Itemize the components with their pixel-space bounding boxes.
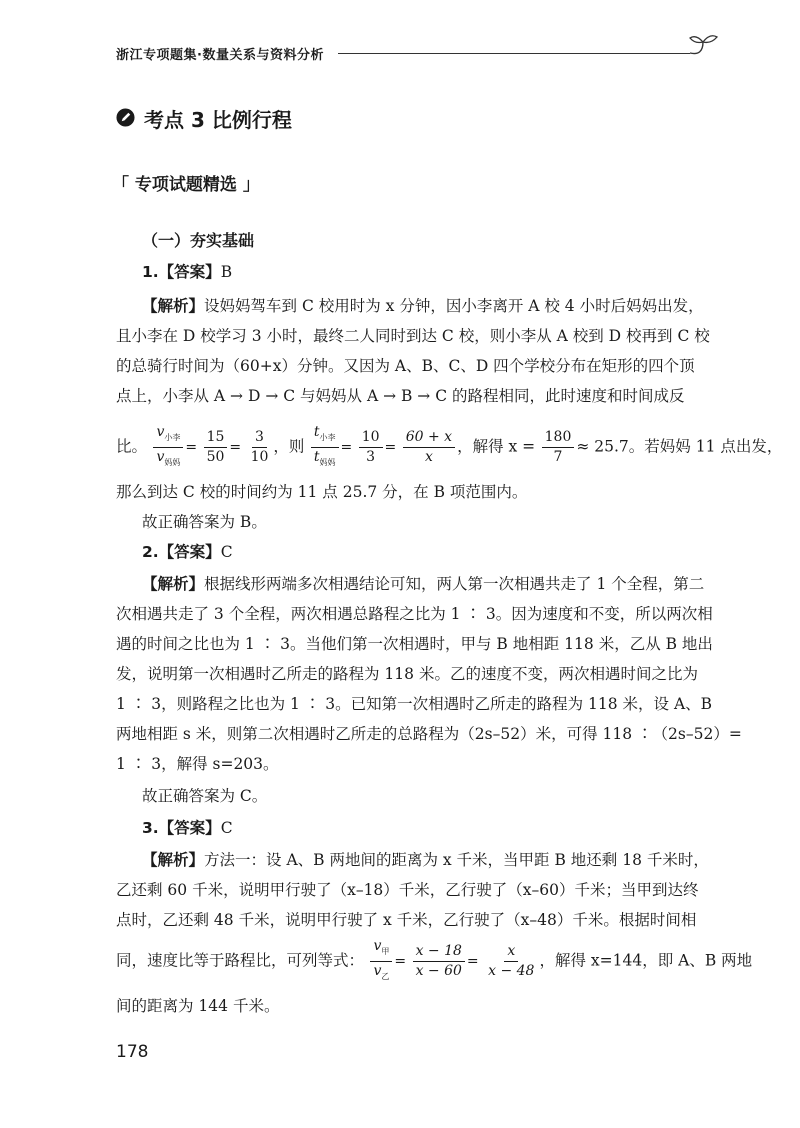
q1-approx: ≈ 25.7。若妈妈 11 点出发， — [576, 437, 783, 456]
fraction-x-x48 — [485, 943, 537, 980]
q1-analysis-l6: 那么到达 C 校的时间约为 11 点 25.7 分，在 B 项范围内。 — [116, 483, 528, 501]
q1-solve: ，解得 x = — [457, 437, 536, 456]
fraction-10-3 — [359, 429, 383, 466]
velocity-ratio — [153, 424, 183, 471]
v-num-sub: 小李 — [164, 432, 181, 442]
frac-num: 3 — [252, 429, 267, 448]
frac-den: x − 48 — [488, 962, 535, 979]
t-den: t — [313, 448, 320, 465]
frac-den: 10 — [250, 448, 269, 465]
q1-analysis-l1 — [142, 296, 704, 316]
q1-formula-line: 比。 $\frac{v_{小李}}{v_{妈妈}}$ = $\frac{15}{50}$ = $\frac{3}{10}$ ，则 $\frac{t_{小李}}{t_{妈妈}}$ = $\frac{10}{3}$ = $\frac{60 + x}{x}$ ，解得 x = $\frac{180}{7}$ ≈ 25.7。若妈妈 11 点出发， — [116, 424, 782, 471]
q3-tail: ，解得 x=144，即 A、B 两地 — [539, 951, 753, 970]
q3-analysis-l2: 乙还剩 60 千米，说明甲行驶了（x–18）千米，乙行驶了（x–60）千米；当甲到达终 — [116, 881, 699, 899]
q2-conclusion: 故正确答案为 C。 — [142, 787, 268, 805]
frac-num: 10 — [359, 429, 383, 448]
v-num: v — [373, 938, 382, 954]
q1-then: ，则 — [273, 437, 305, 456]
q1-formula-lead: 比。 — [116, 437, 148, 456]
v-num-sub: 甲 — [381, 946, 390, 956]
q3-answer-line — [142, 818, 233, 838]
q2-analysis-l1 — [142, 574, 704, 594]
q1-analysis-l4: 点上，小李从 A → D → C 与妈妈从 A → B → C 的路程相同，此时速度和时间成反 — [116, 387, 685, 405]
q3-analysis-l3: 点时，乙还剩 48 千米，说明甲行驶了 x 千米，乙行驶了（x–48）千米。根据时间相 — [116, 911, 697, 929]
fraction-x18-x60 — [413, 943, 465, 980]
frac-den: x − 60 — [415, 962, 462, 979]
v-num: v — [156, 424, 165, 440]
q3-analysis-l1 — [142, 850, 709, 870]
t-num-sub: 小李 — [319, 432, 336, 442]
t-den-sub: 妈妈 — [319, 457, 336, 467]
book-title: 浙江专项题集·数量关系与资料分析 — [116, 48, 324, 63]
q2-analysis-l5: 1 ∶ 3，则路程之比也为 1 ∶ 3。已知第一次相遇时乙所走的路程为 118 米，设 A、B — [116, 695, 713, 713]
frac-den: 3 — [366, 448, 376, 465]
q2-answer: C — [220, 543, 233, 561]
fraction-3-10 — [248, 429, 272, 466]
q1-analysis-l3: 的总骑行时间为（60+x）分钟。又因为 A、B、C、D 四个学校分布在矩形的四个顶 — [116, 357, 695, 375]
q3-analysis-label: 【解析】 — [142, 851, 205, 869]
frac-num: 60 + x — [405, 428, 453, 445]
frac-den: 7 — [553, 448, 563, 465]
q3-analysis-l5: 间的距离为 144 千米。 — [116, 997, 280, 1015]
q2-analysis-l6: 两地相距 s 米，则第二次相遇时乙所走的总路程为（2s–52）米，可得 118 ∶（2s–52）= — [116, 725, 742, 743]
velocity-ratio-jia-yi — [370, 938, 392, 985]
fraction-180-7 — [542, 429, 575, 466]
frac-den: 50 — [206, 448, 225, 465]
t-num: t — [313, 424, 320, 440]
q2-answer-line — [142, 542, 233, 562]
q1-answer-line — [142, 262, 232, 282]
q2-analysis-l4: 发，说明第一次相遇时乙所走的路程为 118 米。乙的速度不变，两次相遇时间之比为 — [116, 665, 698, 683]
subsection-title: （一）夯实基础 — [142, 231, 255, 250]
v-den-sub: 妈妈 — [164, 457, 181, 467]
page-number: 178 — [116, 1042, 149, 1062]
sprout-icon — [686, 30, 720, 60]
v-den-sub: 乙 — [381, 971, 390, 981]
frac-num: 180 — [542, 429, 575, 448]
v-den: v — [373, 962, 382, 979]
q2-analysis-l2: 次相遇共走了 3 个全程，两次相遇总路程之比为 1 ∶ 3。因为速度和不变，所以两次相 — [116, 605, 713, 623]
frac-den: x — [424, 448, 433, 465]
frac-num: 15 — [204, 429, 228, 448]
section-title: 考点 3 比例行程 — [144, 108, 292, 132]
q1-text: 设妈妈驾车到 C 校用时为 x 分钟，因小李离开 A 校 4 小时后妈妈出发， — [204, 297, 704, 315]
q3-answer-label: 3.【答案】 — [142, 819, 221, 837]
selection-label: 「 专项试题精选 」 — [112, 175, 260, 195]
q2-text: 根据线形两端多次相遇结论可知，两人第一次相遇共走了 1 个全程，第二 — [204, 575, 705, 593]
q1-analysis-label: 【解析】 — [142, 297, 205, 315]
q1-conclusion: 故正确答案为 B。 — [142, 513, 267, 531]
header-rule — [338, 53, 690, 54]
q2-analysis-l7: 1 ∶ 3，解得 s=203。 — [116, 755, 279, 773]
q2-analysis-l3: 遇的时间之比也为 1 ∶ 3。当他们第一次相遇时，甲与 B 地相距 118 米，乙从 B 地出 — [116, 635, 713, 653]
frac-num: x — [507, 942, 516, 959]
q1-answer: B — [220, 263, 233, 281]
q1-analysis-l2: 且小李在 D 校学习 3 小时，最终二人同时到达 C 校，则小李从 A 校到 D 校再到 C 校 — [116, 327, 710, 345]
time-ratio — [311, 424, 339, 471]
pencil-badge-icon — [116, 108, 135, 127]
q3-answer: C — [220, 819, 233, 837]
fraction-60x-x — [403, 429, 455, 466]
fraction-15-50 — [204, 429, 228, 466]
q3-formula-line: 同，速度比等于路程比，可列等式： $\frac{v_甲}{v_乙}$ = $\frac{x - 18}{x - 60}$ = $\frac{x}{x - 48}$ ，解得 x=144，即 A、B 两地 — [116, 938, 752, 985]
frac-num: x − 18 — [415, 942, 462, 959]
q1-answer-label: 1.【答案】 — [142, 263, 221, 281]
q3-formula-lead: 同，速度比等于路程比，可列等式： — [116, 951, 365, 970]
q2-analysis-label: 【解析】 — [142, 575, 205, 593]
q3-text: 方法一：设 A、B 两地间的距离为 x 千米，当甲距 B 地还剩 18 千米时， — [204, 851, 709, 869]
v-den: v — [156, 448, 165, 465]
q2-answer-label: 2.【答案】 — [142, 543, 221, 561]
